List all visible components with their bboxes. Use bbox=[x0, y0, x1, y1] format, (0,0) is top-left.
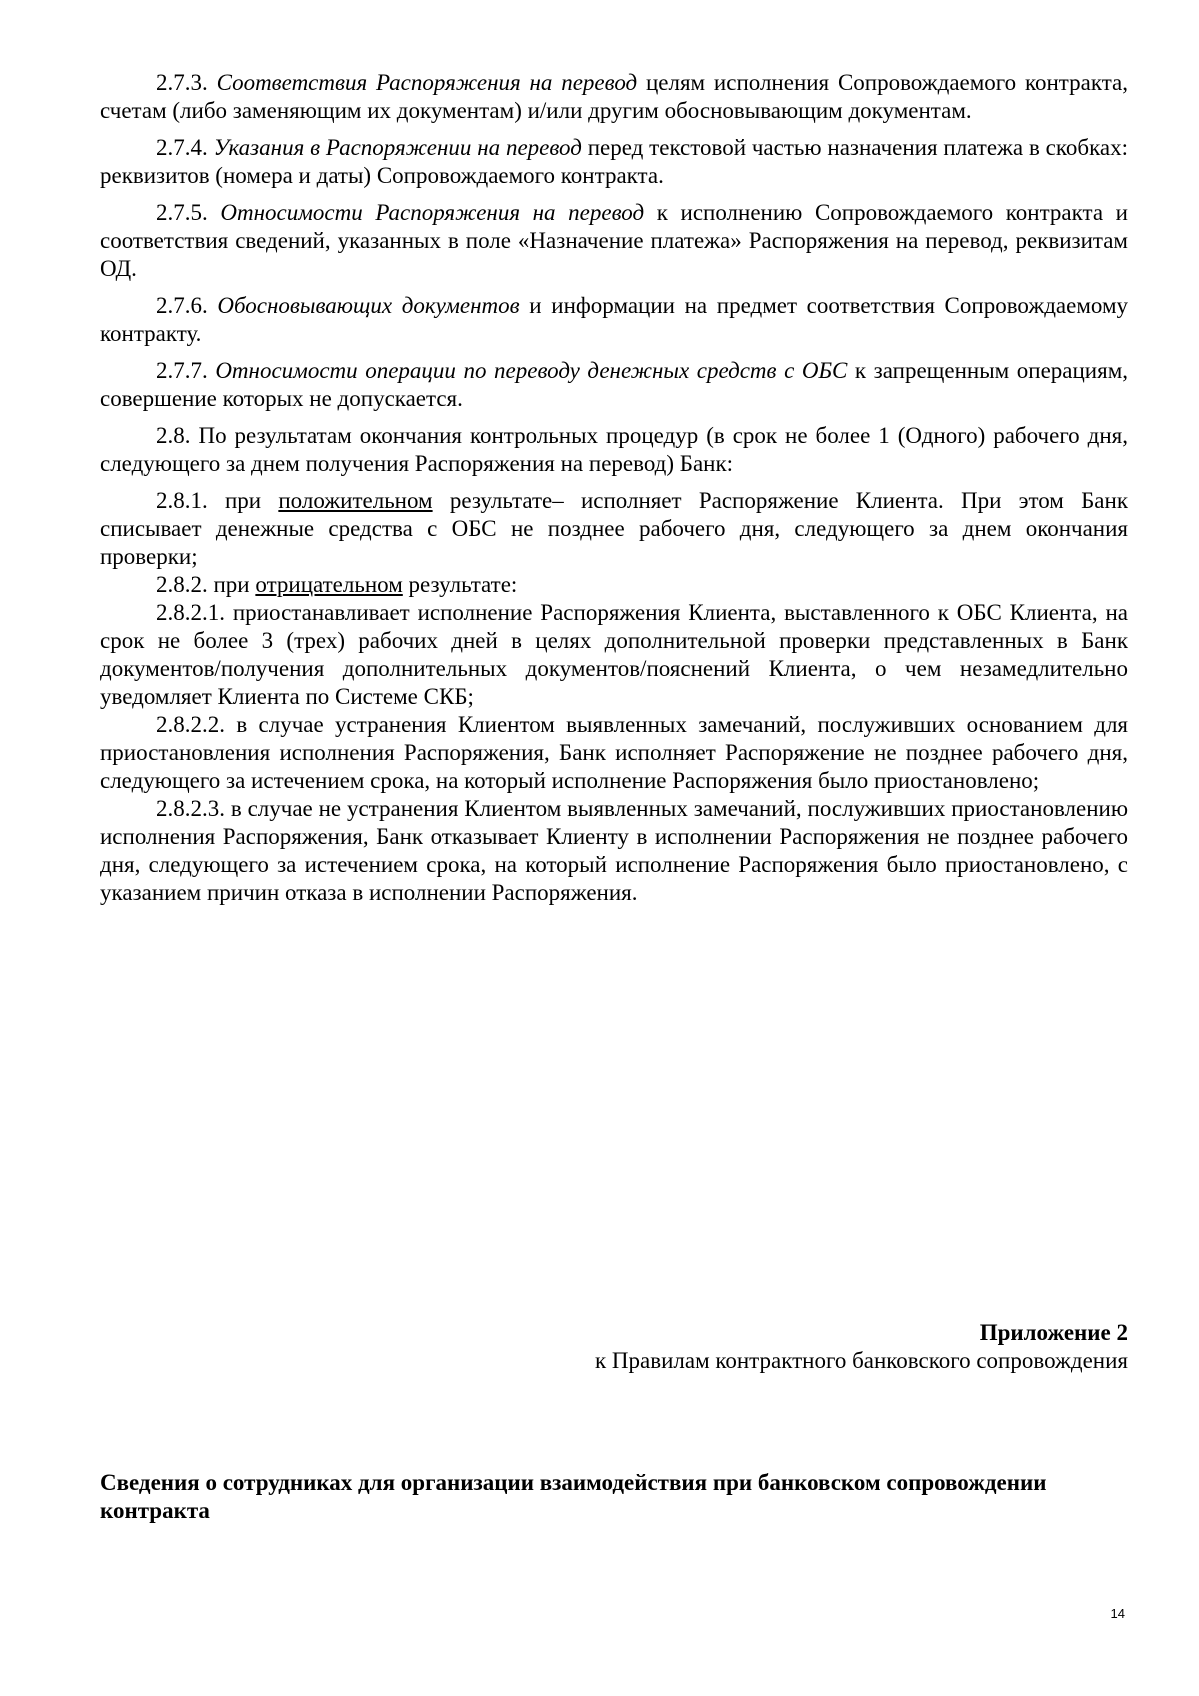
paragraph-segment: 2.7.4. bbox=[156, 135, 214, 160]
document-paragraphs bbox=[100, 69, 1128, 907]
paragraph-2-7-3 bbox=[100, 69, 1128, 125]
paragraph-segment: 2.7.6. bbox=[156, 293, 218, 318]
paragraph-segment: 2.7.3. bbox=[156, 70, 217, 95]
paragraph-2-8 bbox=[100, 422, 1128, 478]
paragraph-2-8-2-2 bbox=[100, 711, 1128, 795]
paragraph-segment: к запрещенным операциям, совершение которых не допускается. bbox=[100, 358, 1129, 411]
paragraph-2-7-4 bbox=[100, 134, 1128, 190]
paragraph-segment: 2.8.2.2. в случае устранения Клиентом выявленных замечаний, послуживших основанием для приостановления исполнения Распоряжения, Банк исполняет Распоряжение не позднее рабочего дня, следующего за истечением срока, на который исполнение Распоряжения было приостановлено; bbox=[100, 712, 1128, 793]
paragraph-segment: 2.8.2.3. в случае не устранения Клиентом выявленных замечаний, послуживших приостановлению исполнения Распоряжения, Банк отказывает Клиенту в исполнении Распоряжения не позднее рабочего дня, следующего за истечением срока, на который исполнение Распоряжения было приостановлено, с указанием причин отказа в исполнении Распоряжения. bbox=[100, 796, 1128, 905]
paragraph-segment: результате– исполняет Распоряжение Клиента. При этом Банк списывает денежные средства с ОБС не позднее рабочего дня, следующего за днем окончания проверки; bbox=[100, 488, 1128, 569]
paragraph-segment: Относимости операции по переводу денежных средств с ОБС bbox=[215, 358, 848, 383]
paragraph-2-7-5 bbox=[100, 199, 1128, 283]
paragraph-2-8-2-1 bbox=[100, 599, 1128, 711]
appendix-title: Приложение 2 bbox=[979, 1320, 1128, 1345]
paragraph-2-8-2-3 bbox=[100, 795, 1128, 907]
paragraph-segment: целям исполнения Сопровождаемого контракта, счетам (либо заменяющим их документам) и/или другим обосновывающим документам. bbox=[100, 70, 1128, 123]
paragraph-segment: Обосновывающих документов bbox=[217, 293, 520, 318]
paragraph-segment: 2.8.2.1. приостанавливает исполнение Распоряжения Клиента, выставленного к ОБС Клиента, на срок не более 3 (трех) рабочих дней в целях дополнительной проверки представленных в Банк документов/получения дополнительных документов/пояснений Клиента, о чем незамедлительно уведомляет Клиента по Системе СКБ; bbox=[100, 600, 1128, 709]
paragraph-2-7-6 bbox=[100, 292, 1128, 348]
paragraph-segment: Относимости Распоряжения на перевод bbox=[220, 200, 645, 225]
paragraph-segment: перед текстовой частью назначения платежа в скобках: реквизитов (номера и даты) Сопровождаемого контракта. bbox=[100, 135, 1129, 188]
paragraph-segment: Указания в Распоряжении на перевод bbox=[213, 135, 582, 160]
appendix-subtitle: к Правилам контрактного банковского сопровождения bbox=[594, 1348, 1128, 1373]
paragraph-segment: 2.7.5. bbox=[156, 200, 221, 225]
paragraph-segment: положительном bbox=[278, 488, 433, 513]
paragraph-2-7-7 bbox=[100, 357, 1128, 413]
section-heading: Сведения о сотрудниках для организации взаимодействия при банковском сопровождении контракта bbox=[100, 1470, 1047, 1523]
paragraph-segment: 2.8. По результатам окончания контрольных процедур (в срок не более 1 (Одного) рабочего дня, следующего за днем получения Распоряжения на перевод) Банк: bbox=[100, 423, 1128, 476]
page-number: 14 bbox=[1110, 1606, 1125, 1621]
paragraph-segment: 2.7.7. bbox=[156, 358, 216, 383]
paragraph-2-8-2 bbox=[100, 571, 1128, 599]
paragraph-segment: отрицательном bbox=[255, 572, 403, 597]
paragraph-segment: к исполнению Сопровождаемого контракта и соответствия сведений, указанных в поле «Назначение платежа» Распоряжения на перевод, реквизитам ОД. bbox=[100, 200, 1128, 281]
paragraph-segment: 2.8.1. при bbox=[156, 488, 279, 513]
paragraph-segment: 2.8.2. при bbox=[156, 572, 256, 597]
paragraph-2-8-1 bbox=[100, 487, 1128, 571]
appendix-block bbox=[100, 1319, 1128, 1375]
paragraph-segment: результате: bbox=[402, 572, 518, 597]
paragraph-segment: и информации на предмет соответствия Сопровождаемому контракту. bbox=[100, 293, 1129, 346]
paragraph-segment: Соответствия Распоряжения на перевод bbox=[216, 70, 638, 95]
